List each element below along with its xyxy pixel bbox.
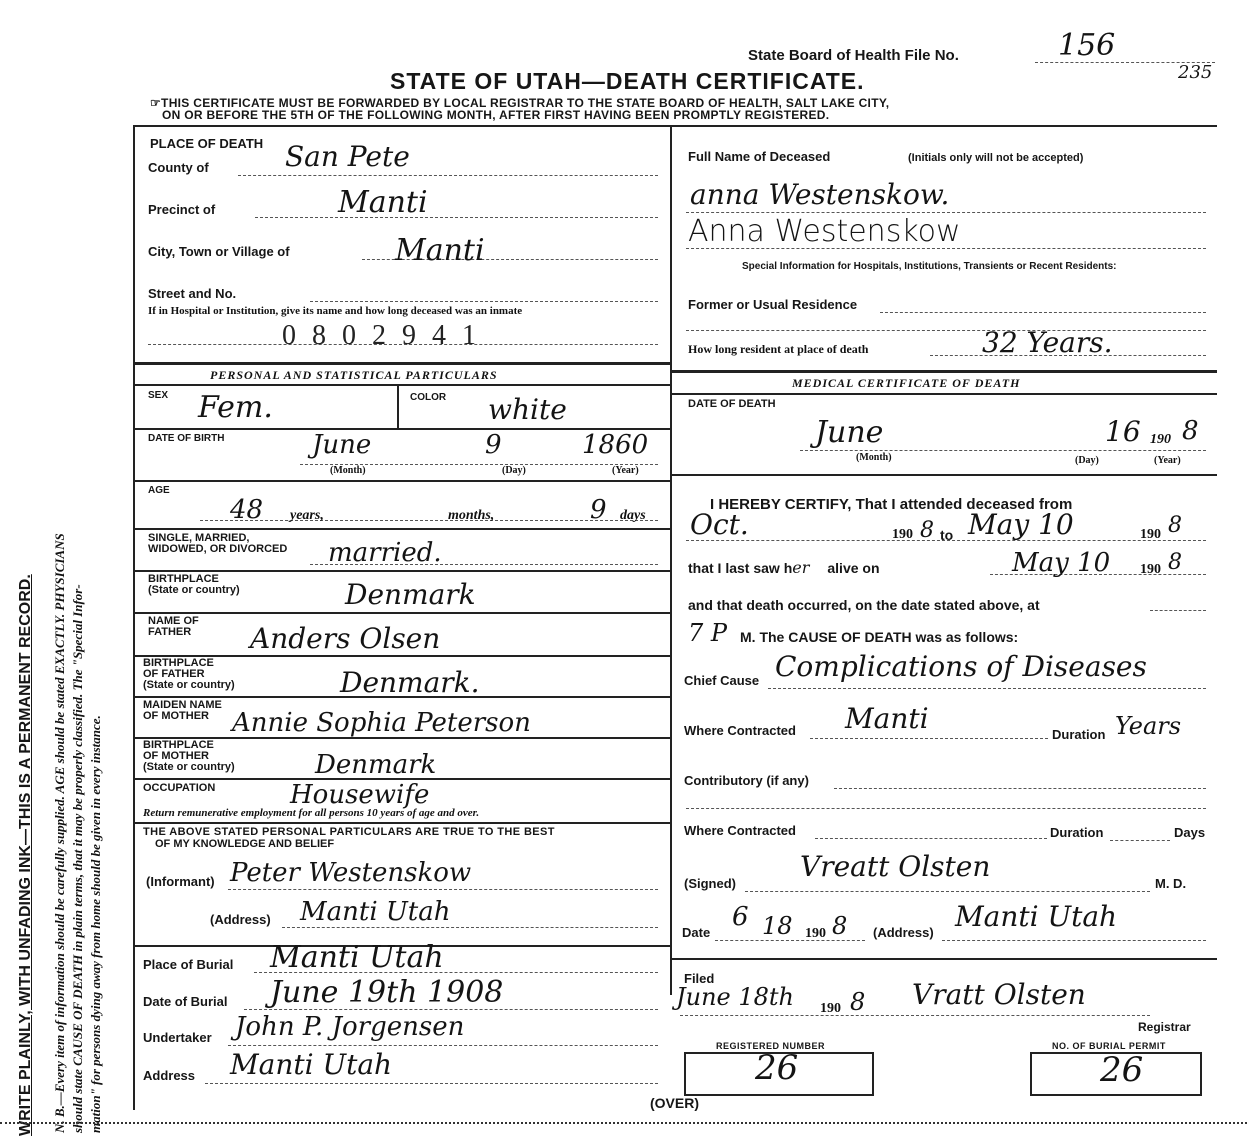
signed-label: (Signed) (684, 876, 736, 891)
dod-year-prefix: 190 (1150, 432, 1171, 447)
age-years: 48 (230, 495, 264, 525)
burial-place-value: Manti Utah (270, 940, 444, 975)
side-note-line5: mation" for persons dying away from home should be given in every instance. (88, 715, 103, 1133)
street-label: Street and No. (148, 286, 237, 301)
county-value: San Pete (285, 140, 410, 173)
father-label-2: FATHER (148, 626, 192, 638)
place-of-death-label: PLACE OF DEATH (150, 136, 264, 151)
father-bp-label-2: OF FATHER (143, 668, 205, 680)
sex-label: SEX (148, 390, 169, 401)
mother-bp-label-2: OF MOTHER (143, 750, 209, 762)
side-note-line1: WRITE PLAINLY, WITH UNFADING INK—THIS IS A PERMANENT RECORD. (17, 574, 34, 1136)
color-label: COLOR (410, 392, 447, 403)
marital-label (148, 533, 287, 555)
mother-label-1: MAIDEN NAME (143, 699, 222, 711)
burial-date-label: Date of Burial (143, 994, 228, 1009)
chief-cause-value: Complications of Diseases (775, 650, 1147, 683)
dod-label: DATE OF DEATH (688, 398, 776, 410)
mother-bp-label-3: (State or country) (143, 761, 235, 773)
dod-day-caption: (Day) (1075, 455, 1099, 466)
deceased-name-typed: Anna Westenskow (688, 214, 961, 249)
father-bp-label-1: BIRTHPLACE (143, 657, 214, 669)
where-contracted-value: Manti (845, 702, 929, 735)
informant-value: Peter Westenskow (230, 858, 472, 888)
death-occurred-label: and that death occurred, on the date stated above, at (688, 597, 1040, 613)
burial-place-label: Place of Burial (143, 957, 234, 972)
marital-label-2: WIDOWED, OR DIVORCED (148, 543, 288, 555)
resident-length-value: 32 Years. (982, 326, 1113, 359)
age-label: AGE (148, 485, 170, 496)
undertaker-value: John P. Jorgensen (235, 1012, 465, 1042)
from-year-prefix: 190 (892, 527, 913, 542)
burial-permit-value: 26 (1100, 1050, 1144, 1090)
filed-year-suffix: 8 (850, 988, 866, 1016)
side-note-line4: should state CAUSE OF DEATH in plain terms, that it may be properly classified. The "Special Infor- (70, 584, 85, 1133)
birthplace-value: Denmark (345, 578, 476, 611)
duration-value: Years (1115, 712, 1182, 740)
resident-length-label: How long resident at place of death (688, 342, 869, 356)
color-value: white (488, 393, 567, 426)
last-saw-year-prefix: 190 (1140, 562, 1161, 577)
age-months-word: months, (448, 508, 495, 523)
age-days-word: days (620, 508, 646, 523)
chief-cause-label: Chief Cause (684, 673, 760, 688)
where-contracted-label-2: Where Contracted (684, 823, 796, 838)
undertaker-address-value: Manti Utah (230, 1048, 393, 1081)
certificate-title: STATE OF UTAH—DEATH CERTIFICATE. (390, 68, 865, 94)
physician-signature: Vreatt Olsten (800, 850, 991, 883)
city-value: Manti (395, 233, 485, 268)
cert-date-month: 6 (732, 902, 749, 932)
birthplace-label (148, 574, 240, 596)
last-saw-part-3: alive on (827, 560, 880, 576)
file-number-2: 235 (1178, 62, 1213, 83)
filed-year-prefix: 190 (820, 1001, 841, 1016)
stamp-number: 0802941 (282, 320, 492, 351)
burial-permit-label: NO. OF BURIAL PERMIT (1052, 1041, 1166, 1051)
duration-label-2: Duration (1050, 825, 1104, 840)
cert-address-label: (Address) (873, 925, 934, 940)
cert-year-prefix: 190 (805, 926, 826, 941)
undertaker-label: Undertaker (143, 1030, 212, 1045)
mother-label-2: OF MOTHER (143, 710, 209, 722)
filed-date: June 18th (676, 983, 795, 1011)
from-year-suffix: 8 (920, 518, 934, 543)
over-label: (OVER) (650, 1095, 699, 1111)
side-instructions (0, 0, 103, 1136)
special-info-label: Special Information for Hospitals, Institutions, Transients or Recent Residents: (742, 261, 1117, 272)
marital-label-1: SINGLE, MARRIED, (148, 532, 250, 544)
dod-month-caption: (Month) (856, 452, 892, 463)
attended-from: Oct. (690, 508, 749, 541)
dod-month: June (815, 415, 884, 450)
filed-label: Filed (684, 971, 715, 986)
file-number: 156 (1058, 28, 1116, 63)
mother-bp-label-1: BIRTHPLACE (143, 739, 214, 751)
last-saw-pronoun: er (792, 558, 810, 577)
marital-value: married. (328, 538, 442, 568)
where-contracted-label: Where Contracted (684, 723, 796, 738)
attest-line-2: OF MY KNOWLEDGE AND BELIEF (155, 838, 335, 850)
dob-day: 9 (485, 430, 502, 460)
notice-line-2: ON OR BEFORE THE 5TH OF THE FOLLOWING MONTH, AFTER FIRST HAVING BEEN PROMPTLY REGISTERED. (162, 108, 830, 122)
city-label: City, Town or Village of (148, 244, 290, 259)
to-word: to (940, 527, 954, 543)
residence-label: Former or Usual Residence (688, 297, 858, 312)
file-label: State Board of Health File No. (748, 47, 959, 64)
dod-day: 16 (1105, 415, 1141, 448)
dob-month: June (312, 430, 372, 460)
hospital-note: If in Hospital or Institution, give its name and how long deceased was an inmate (148, 305, 523, 317)
mother-label (143, 700, 222, 722)
mother-birthplace-label (143, 740, 235, 773)
mother-value: Annie Sophia Peterson (232, 708, 531, 738)
burial-date-value: June 19th 1908 (270, 975, 504, 1010)
occupation-value: Housewife (290, 780, 430, 810)
cert-year-suffix: 8 (832, 912, 848, 940)
mother-birthplace-value: Denmark (315, 750, 437, 780)
deceased-name-handwritten: anna Westenskow. (690, 178, 950, 211)
to-year-prefix: 190 (1140, 527, 1161, 542)
precinct-value: Manti (338, 185, 428, 220)
birthplace-label-2: (State or country) (148, 584, 240, 596)
cert-date-day: 18 (762, 912, 793, 940)
personal-section-title: PERSONAL AND STATISTICAL PARTICULARS (210, 368, 498, 382)
age-years-word: years, (290, 508, 324, 523)
dob-label: DATE OF BIRTH (148, 433, 225, 444)
father-birthplace-value: Denmark. (340, 666, 480, 699)
dob-year: 1860 (582, 430, 649, 460)
registrar-label: Registrar (1138, 1020, 1191, 1034)
death-time: 7 P (688, 619, 728, 647)
cause-heading: M. The CAUSE OF DEATH was as follows: (740, 629, 1019, 645)
informant-address-label: (Address) (210, 912, 271, 927)
cert-date-label: Date (682, 925, 711, 940)
county-label: County of (148, 160, 209, 175)
registered-number-label: REGISTERED NUMBER (716, 1041, 826, 1051)
deceased-name-label: Full Name of Deceased (688, 149, 831, 164)
last-saw-date: May 10 (1012, 548, 1111, 578)
dob-year-caption: (Year) (612, 465, 639, 476)
father-birthplace-label (143, 658, 235, 691)
deceased-name-note: (Initials only will not be accepted) (908, 152, 1084, 164)
birthplace-label-1: BIRTHPLACE (148, 573, 219, 585)
notice-line-1: ☞THIS CERTIFICATE MUST BE FORWARDED BY LOCAL REGISTRAR TO THE STATE BOARD OF HEALTH, SALT LAKE CITY, (150, 96, 890, 110)
father-value: Anders Olsen (250, 622, 441, 655)
registrar-signature: Vratt Olsten (912, 978, 1086, 1011)
certify-line: I HEREBY CERTIFY, That I attended deceased from (710, 496, 1073, 513)
days-label: Days (1174, 825, 1206, 840)
cert-address-value: Manti Utah (955, 900, 1118, 933)
medical-section-title: MEDICAL CERTIFICATE OF DEATH (792, 376, 1021, 390)
last-saw-label (688, 558, 880, 577)
father-bp-label-3: (State or country) (143, 679, 235, 691)
undertaker-address-label: Address (143, 1068, 196, 1083)
sex-value: Fem. (198, 390, 273, 425)
occupation-label: OCCUPATION (143, 782, 216, 794)
dob-day-caption: (Day) (502, 465, 526, 476)
last-saw-part-1: that I last saw h (688, 560, 793, 576)
informant-address-value: Manti Utah (300, 897, 451, 927)
age-days: 9 (590, 495, 607, 525)
last-saw-year-suffix: 8 (1168, 550, 1182, 575)
occupation-note: Return remunerative employment for all persons 10 years of age and over. (143, 807, 480, 819)
father-label-1: NAME OF (148, 615, 199, 627)
informant-label: (Informant) (146, 874, 215, 889)
precinct-label: Precinct of (148, 202, 216, 217)
attest-line-1: THE ABOVE STATED PERSONAL PARTICULARS ARE TRUE TO THE BEST (143, 826, 555, 838)
dob-month-caption: (Month) (330, 465, 366, 476)
attended-to: May 10 (968, 508, 1074, 541)
md-label: M. D. (1155, 876, 1187, 891)
duration-label: Duration (1052, 727, 1106, 742)
side-note-line3: N. B.—Every item of information should be carefully supplied. AGE should be stated EXACTLY. PHYSICIANS (52, 533, 67, 1133)
contributory-label: Contributory (if any) (684, 773, 809, 788)
father-label (148, 616, 199, 638)
dod-year-suffix: 8 (1182, 416, 1199, 446)
dod-year-caption: (Year) (1154, 455, 1181, 466)
to-year-suffix: 8 (1168, 513, 1182, 538)
registered-number-value: 26 (755, 1048, 799, 1088)
